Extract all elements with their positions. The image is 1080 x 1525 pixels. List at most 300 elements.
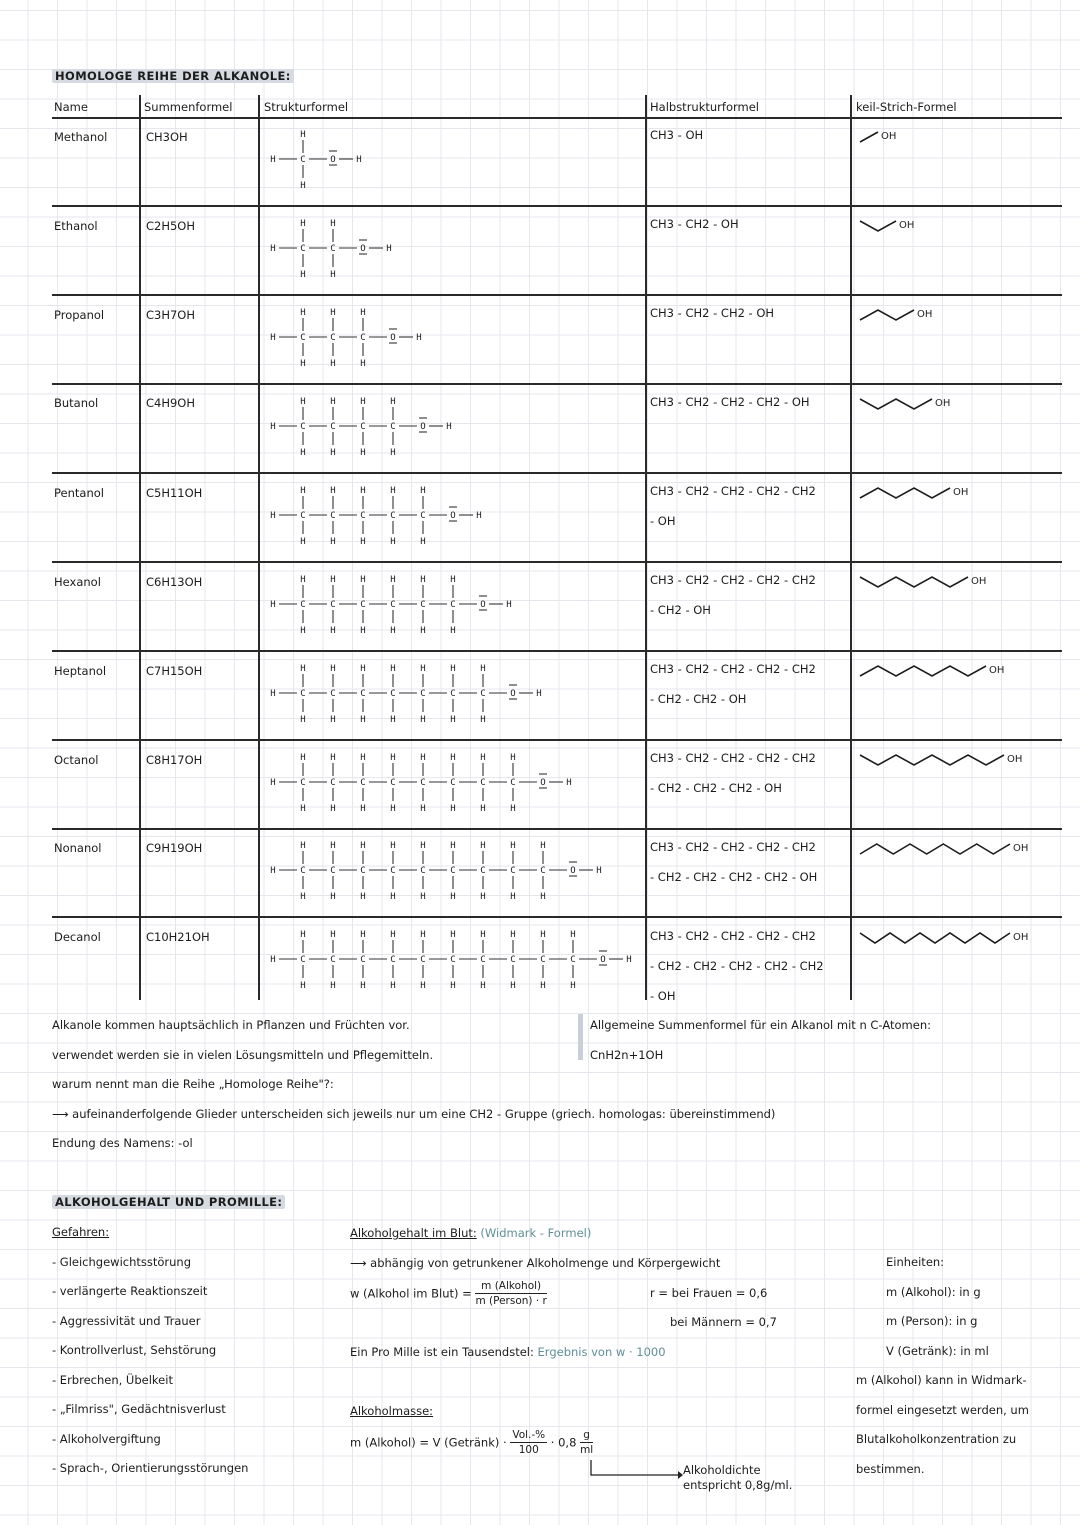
hydrogen-atom: H xyxy=(450,575,456,585)
hydrogen-atom: H xyxy=(300,981,306,991)
hydrogen-atom: H xyxy=(390,892,396,902)
oxygen-atom: O xyxy=(540,778,546,788)
hydrogen-atom: H xyxy=(480,841,486,851)
row-halbstruktur-cont: - CH2 - CH2 - CH2 - OH xyxy=(650,781,782,795)
row-summenformel: CH3OH xyxy=(146,130,188,144)
hydrogen-atom: H xyxy=(450,892,456,902)
header-summenformel: Summenformel xyxy=(144,100,233,114)
row-divider xyxy=(52,294,1062,296)
hydrogen-atom: H xyxy=(420,626,426,636)
row-halbstruktur: CH3 - CH2 - OH xyxy=(650,217,739,231)
row-halbstruktur: CH3 - CH2 - CH2 - CH2 - CH2 xyxy=(650,929,816,943)
hydrogen-atom: H xyxy=(450,715,456,725)
hydrogen-atom: H xyxy=(330,219,336,229)
hydrogen-atom: H xyxy=(360,448,366,458)
hydrogen-atom: H xyxy=(330,715,336,725)
strukturformel-heptanol xyxy=(265,659,645,739)
carbon-atom: C xyxy=(420,778,426,788)
hydrogen-atom: H xyxy=(450,626,456,636)
hydrogen-atom: H xyxy=(450,930,456,940)
einheit-item: V (Getränk): in ml xyxy=(886,1343,989,1358)
strukturformel-pentanol xyxy=(265,481,645,561)
dichte-arrow-icon xyxy=(588,1458,683,1480)
hydrogen-atom: H xyxy=(360,892,366,902)
header-strukturformel: Strukturformel xyxy=(264,100,349,114)
carbon-atom: C xyxy=(420,600,426,610)
carbon-atom: C xyxy=(480,778,486,788)
hydrogen-atom: H xyxy=(540,892,546,902)
hydrogen-atom: H xyxy=(510,804,516,814)
hydrogen-atom: H xyxy=(510,841,516,851)
carbon-atom: C xyxy=(510,866,516,876)
carbon-atom: C xyxy=(300,333,306,343)
hydrogen-atom: H xyxy=(420,486,426,496)
hydrogen-atom: H xyxy=(300,448,306,458)
hydrogen-atom: H xyxy=(330,804,336,814)
row-divider xyxy=(52,472,1062,474)
carbon-chain xyxy=(860,132,878,142)
oxygen-atom: O xyxy=(330,155,336,165)
carbon-atom: C xyxy=(510,778,516,788)
hydrogen-atom: H xyxy=(420,981,426,991)
hydrogen-atom: H xyxy=(420,841,426,851)
hydrogen-atom: H xyxy=(536,689,542,699)
carbon-atom: C xyxy=(420,955,426,965)
row-name: Butanol xyxy=(54,396,99,410)
hydrogen-atom: H xyxy=(270,866,276,876)
row-halbstruktur: CH3 - CH2 - CH2 - CH2 - CH2 xyxy=(650,840,816,854)
row-halbstruktur-cont: - OH xyxy=(650,514,676,528)
carbon-atom: C xyxy=(540,955,546,965)
hydrogen-atom: H xyxy=(270,689,276,699)
carbon-atom: C xyxy=(330,422,336,432)
row-divider xyxy=(52,205,1062,207)
hydrogen-atom: H xyxy=(330,892,336,902)
strukturformel-decanol xyxy=(265,925,645,1005)
r-maenner: bei Männern = 0,7 xyxy=(670,1315,777,1329)
oxygen-atom: O xyxy=(450,511,456,521)
arrow-right-icon: ⟶ xyxy=(52,1106,69,1121)
carbon-atom: C xyxy=(390,511,396,521)
row-divider xyxy=(52,828,1062,830)
carbon-atom: C xyxy=(300,600,306,610)
carbon-atom: C xyxy=(330,600,336,610)
hydrogen-atom: H xyxy=(270,422,276,432)
row-halbstruktur-cont: - CH2 - OH xyxy=(650,603,711,617)
hydrogen-atom: H xyxy=(300,308,306,318)
promille-line: Ein Pro Mille ist ein Tausendstel: Ergebnis von w · 1000 xyxy=(350,1345,666,1359)
carbon-atom: C xyxy=(420,866,426,876)
hydrogen-atom: H xyxy=(360,804,366,814)
row-halbstruktur: CH3 - CH2 - CH2 - CH2 - OH xyxy=(650,395,810,409)
carbon-atom: C xyxy=(300,244,306,254)
keil-heptanol xyxy=(856,661,1062,685)
carbon-chain xyxy=(860,577,968,587)
list-item: - Aggressivität und Trauer xyxy=(52,1313,201,1328)
hydrogen-atom: H xyxy=(480,892,486,902)
carbon-atom: C xyxy=(300,866,306,876)
masse-formula: m (Alkohol) = V (Getränk) · $\frac{\text{Vol.-\%}}{100}$ · 0,8 $\frac{g}{ml}$ xyxy=(350,1429,594,1456)
hydrogen-atom: H xyxy=(390,397,396,407)
carbon-chain xyxy=(860,399,932,409)
hydrogen-atom: H xyxy=(300,715,306,725)
oh-group: OH xyxy=(899,220,915,231)
hydrogen-atom: H xyxy=(506,600,512,610)
header-name: Name xyxy=(54,100,88,114)
hydrogen-atom: H xyxy=(330,448,336,458)
einheiten-block xyxy=(856,1248,1029,1484)
keil-methanol xyxy=(856,127,1062,151)
hydrogen-atom: H xyxy=(390,448,396,458)
carbon-atom: C xyxy=(420,511,426,521)
column-divider xyxy=(850,95,852,1000)
carbon-atom: C xyxy=(360,778,366,788)
hydrogen-atom: H xyxy=(476,511,482,521)
hydrogen-atom: H xyxy=(420,804,426,814)
row-name: Heptanol xyxy=(54,664,107,678)
hydrogen-atom: H xyxy=(300,804,306,814)
row-name: Octanol xyxy=(54,753,99,767)
hydrogen-atom: H xyxy=(420,753,426,763)
hydrogen-atom: H xyxy=(510,930,516,940)
oxygen-atom: O xyxy=(600,955,606,965)
keil-ethanol xyxy=(856,216,1062,240)
row-divider xyxy=(52,383,1062,385)
note-line: verwendet werden sie in vielen Lösungsmitteln und Pflegemitteln. xyxy=(52,1047,434,1062)
list-item: - Alkoholvergiftung xyxy=(52,1431,161,1446)
hydrogen-atom: H xyxy=(390,626,396,636)
table-header-rule xyxy=(52,117,1062,119)
section-heading-alkohol: ALKOHOLGEHALT UND PROMILLE: xyxy=(52,1195,285,1209)
row-summenformel: C4H9OH xyxy=(146,396,196,410)
row-halbstruktur-cont: - CH2 - CH2 - CH2 - CH2 - CH2 xyxy=(650,959,824,973)
row-halbstruktur: CH3 - CH2 - CH2 - OH xyxy=(650,306,775,320)
list-item: - verlängerte Reaktionszeit xyxy=(52,1284,208,1298)
hydrogen-atom: H xyxy=(450,981,456,991)
strukturformel-octanol xyxy=(265,748,645,828)
hydrogen-atom: H xyxy=(330,359,336,369)
oxygen-atom: O xyxy=(360,244,366,254)
keil-octanol xyxy=(856,750,1062,774)
row-halbstruktur: CH3 - OH xyxy=(650,128,704,142)
carbon-chain xyxy=(860,666,986,676)
hydrogen-atom: H xyxy=(450,841,456,851)
hydrogen-atom: H xyxy=(570,981,576,991)
carbon-atom: C xyxy=(450,600,456,610)
hydrogen-atom: H xyxy=(300,841,306,851)
row-halbstruktur: CH3 - CH2 - CH2 - CH2 - CH2 xyxy=(650,573,816,587)
highlight-bar xyxy=(578,1014,583,1060)
row-name: Decanol xyxy=(54,930,101,944)
hydrogen-atom: H xyxy=(450,753,456,763)
hydrogen-atom: H xyxy=(360,930,366,940)
hydrogen-atom: H xyxy=(510,753,516,763)
hydrogen-atom: H xyxy=(446,422,452,432)
keil-butanol xyxy=(856,394,1062,418)
hydrogen-atom: H xyxy=(390,664,396,674)
carbon-atom: C xyxy=(360,866,366,876)
hydrogen-atom: H xyxy=(360,397,366,407)
row-name: Pentanol xyxy=(54,486,104,500)
hydrogen-atom: H xyxy=(300,359,306,369)
oh-group: OH xyxy=(917,309,933,320)
column-divider xyxy=(139,95,141,1000)
hydrogen-atom: H xyxy=(360,753,366,763)
hydrogen-atom: H xyxy=(420,575,426,585)
note-line-arrow: ⟶ aufeinanderfolgende Glieder unterscheiden sich jeweils nur um eine CH2 - Gruppe (griech. homologas: übereinstimmend) xyxy=(52,1106,776,1121)
hydrogen-atom: H xyxy=(300,486,306,496)
carbon-atom: C xyxy=(450,955,456,965)
hydrogen-atom: H xyxy=(540,981,546,991)
general-formula-box xyxy=(590,1011,931,1070)
row-summenformel: C6H13OH xyxy=(146,575,203,589)
masse-title: Alkoholmasse: xyxy=(350,1404,434,1418)
gefahren-title: Gefahren: xyxy=(52,1225,110,1239)
carbon-atom: C xyxy=(390,778,396,788)
hydrogen-atom: H xyxy=(390,715,396,725)
hydrogen-atom: H xyxy=(360,308,366,318)
row-divider xyxy=(52,739,1062,741)
hydrogen-atom: H xyxy=(300,219,306,229)
carbon-chain xyxy=(860,310,914,320)
hydrogen-atom: H xyxy=(270,955,276,965)
hydrogen-atom: H xyxy=(626,955,632,965)
hydrogen-atom: H xyxy=(450,804,456,814)
blut-subtitle: (Widmark - Formel) xyxy=(480,1226,592,1240)
carbon-atom: C xyxy=(390,866,396,876)
carbon-atom: C xyxy=(420,689,426,699)
carbon-atom: C xyxy=(330,778,336,788)
hydrogen-atom: H xyxy=(360,537,366,547)
carbon-atom: C xyxy=(390,422,396,432)
keil-nonanol xyxy=(856,839,1062,863)
hydrogen-atom: H xyxy=(390,575,396,585)
hydrogen-atom: H xyxy=(566,778,572,788)
carbon-atom: C xyxy=(480,689,486,699)
hydrogen-atom: H xyxy=(390,537,396,547)
row-divider xyxy=(52,561,1062,563)
hydrogen-atom: H xyxy=(300,181,306,191)
oxygen-atom: O xyxy=(570,866,576,876)
carbon-atom: C xyxy=(510,955,516,965)
row-halbstruktur-cont: - CH2 - CH2 - CH2 - CH2 - OH xyxy=(650,870,818,884)
hydrogen-atom: H xyxy=(450,664,456,674)
hydrogen-atom: H xyxy=(300,270,306,280)
dichte-note: Alkoholdichte entspricht 0,8g/ml. xyxy=(683,1463,793,1492)
row-halbstruktur: CH3 - CH2 - CH2 - CH2 - CH2 xyxy=(650,751,816,765)
carbon-atom: C xyxy=(360,600,366,610)
carbon-atom: C xyxy=(300,155,306,165)
hydrogen-atom: H xyxy=(480,981,486,991)
hydrogen-atom: H xyxy=(300,626,306,636)
carbon-atom: C xyxy=(360,333,366,343)
keil-hexanol xyxy=(856,572,1062,596)
keil-propanol xyxy=(856,305,1062,329)
carbon-atom: C xyxy=(480,866,486,876)
carbon-atom: C xyxy=(450,866,456,876)
strukturformel-methanol xyxy=(265,125,645,205)
hydrogen-atom: H xyxy=(420,715,426,725)
hydrogen-atom: H xyxy=(480,753,486,763)
note-line: Alkanole kommen hauptsächlich in Pflanzen und Früchten vor. xyxy=(52,1018,410,1032)
widmark-fraction: $\frac{\text{m (Alkohol)}}{\text{m (Person) · r}}$ xyxy=(475,1280,547,1307)
hydrogen-atom: H xyxy=(300,930,306,940)
einheit-item: m (Alkohol): in g xyxy=(886,1284,981,1299)
hydrogen-atom: H xyxy=(300,575,306,585)
carbon-atom: C xyxy=(450,778,456,788)
row-summenformel: C2H5OH xyxy=(146,219,196,233)
hydrogen-atom: H xyxy=(480,804,486,814)
hydrogen-atom: H xyxy=(330,664,336,674)
hydrogen-atom: H xyxy=(480,715,486,725)
hydrogen-atom: H xyxy=(300,892,306,902)
row-halbstruktur-cont: - CH2 - CH2 - OH xyxy=(650,692,747,706)
einheit-note: formel eingesetzt werden, um xyxy=(856,1402,1029,1417)
hydrogen-atom: H xyxy=(330,841,336,851)
carbon-chain xyxy=(860,844,1010,854)
hydrogen-atom: H xyxy=(420,537,426,547)
row-name: Methanol xyxy=(54,130,108,144)
oh-group: OH xyxy=(989,665,1005,676)
carbon-atom: C xyxy=(330,511,336,521)
hydrogen-atom: H xyxy=(390,804,396,814)
blut-title: Alkoholgehalt im Blut: xyxy=(350,1226,477,1240)
row-summenformel: C5H11OH xyxy=(146,486,203,500)
carbon-chain xyxy=(860,221,896,231)
einheit-item: m (Person): in g xyxy=(886,1314,978,1328)
carbon-chain xyxy=(860,755,1004,765)
header-halbstrukturformel: Halbstrukturformel xyxy=(650,100,759,114)
hydrogen-atom: H xyxy=(360,575,366,585)
hydrogen-atom: H xyxy=(420,892,426,902)
row-summenformel: C8H17OH xyxy=(146,753,203,767)
hydrogen-atom: H xyxy=(330,308,336,318)
hydrogen-atom: H xyxy=(360,664,366,674)
carbon-atom: C xyxy=(390,955,396,965)
row-summenformel: C10H21OH xyxy=(146,930,210,944)
hydrogen-atom: H xyxy=(330,753,336,763)
carbon-atom: C xyxy=(360,511,366,521)
hydrogen-atom: H xyxy=(416,333,422,343)
carbon-atom: C xyxy=(390,600,396,610)
row-name: Propanol xyxy=(54,308,105,322)
einheit-note: Blutalkoholkonzentration zu xyxy=(856,1432,1017,1446)
carbon-atom: C xyxy=(330,866,336,876)
carbon-atom: C xyxy=(300,778,306,788)
carbon-atom: C xyxy=(330,955,336,965)
hydrogen-atom: H xyxy=(360,626,366,636)
hydrogen-atom: H xyxy=(360,841,366,851)
list-item: - Kontrollverlust, Sehstörung xyxy=(52,1343,217,1357)
oh-group: OH xyxy=(1013,843,1029,854)
column-divider xyxy=(258,95,260,1000)
carbon-atom: C xyxy=(330,244,336,254)
strukturformel-butanol xyxy=(265,392,645,472)
carbon-atom: C xyxy=(300,689,306,699)
row-name: Ethanol xyxy=(54,219,98,233)
carbon-atom: C xyxy=(570,955,576,965)
hydrogen-atom: H xyxy=(300,397,306,407)
carbon-atom: C xyxy=(450,689,456,699)
oxygen-atom: O xyxy=(420,422,426,432)
einheit-note: m (Alkohol) kann in Widmark- xyxy=(856,1373,1027,1387)
gefahren-list xyxy=(52,1218,248,1484)
hydrogen-atom: H xyxy=(360,486,366,496)
oh-group: OH xyxy=(1013,932,1029,943)
hydrogen-atom: H xyxy=(390,841,396,851)
unit-fraction: $\frac{g}{ml}$ xyxy=(580,1429,594,1456)
oh-group: OH xyxy=(1007,754,1023,765)
carbon-atom: C xyxy=(300,511,306,521)
strukturformel-nonanol xyxy=(265,836,645,916)
blut-title-line xyxy=(350,1226,591,1240)
hydrogen-atom: H xyxy=(540,930,546,940)
hydrogen-atom: H xyxy=(390,486,396,496)
list-item: - Erbrechen, Übelkeit xyxy=(52,1372,173,1387)
einheit-note: bestimmen. xyxy=(856,1461,925,1476)
vol-fraction: $\frac{\text{Vol.-\%}}{100}$ xyxy=(512,1429,546,1456)
carbon-atom: C xyxy=(480,955,486,965)
column-divider xyxy=(645,95,647,1000)
carbon-atom: C xyxy=(360,689,366,699)
hydrogen-atom: H xyxy=(420,664,426,674)
hydrogen-atom: H xyxy=(270,778,276,788)
hydrogen-atom: H xyxy=(330,270,336,280)
oh-group: OH xyxy=(935,398,951,409)
row-name: Nonanol xyxy=(54,841,102,855)
hydrogen-atom: H xyxy=(570,930,576,940)
hydrogen-atom: H xyxy=(510,981,516,991)
header-keil-strich-formel: keil-Strich-Formel xyxy=(856,100,957,114)
row-summenformel: C3H7OH xyxy=(146,308,196,322)
list-item: - Sprach-, Orientierungsstörungen xyxy=(52,1461,249,1475)
hydrogen-atom: H xyxy=(300,537,306,547)
hydrogen-atom: H xyxy=(300,664,306,674)
hydrogen-atom: H xyxy=(480,930,486,940)
strukturformel-hexanol xyxy=(265,570,645,650)
oxygen-atom: O xyxy=(390,333,396,343)
hydrogen-atom: H xyxy=(360,715,366,725)
einheiten-title: Einheiten: xyxy=(886,1255,945,1269)
hydrogen-atom: H xyxy=(360,359,366,369)
hydrogen-atom: H xyxy=(390,753,396,763)
hydrogen-atom: H xyxy=(330,930,336,940)
note-line: warum nennt man die Reihe „Homologe Reihe"?: xyxy=(52,1077,334,1091)
hydrogen-atom: H xyxy=(330,537,336,547)
keil-decanol xyxy=(856,928,1062,952)
oh-group: OH xyxy=(881,131,897,142)
row-halbstruktur: CH3 - CH2 - CH2 - CH2 - CH2 xyxy=(650,484,816,498)
hydrogen-atom: H xyxy=(330,626,336,636)
hydrogen-atom: H xyxy=(510,892,516,902)
hydrogen-atom: H xyxy=(330,575,336,585)
hydrogen-atom: H xyxy=(330,486,336,496)
list-item: - Gleichgewichtsstörung xyxy=(52,1254,192,1269)
row-name: Hexanol xyxy=(54,575,101,589)
hydrogen-atom: H xyxy=(270,155,276,165)
hydrogen-atom: H xyxy=(356,155,362,165)
hydrogen-atom: H xyxy=(360,981,366,991)
hydrogen-atom: H xyxy=(330,981,336,991)
hydrogen-atom: H xyxy=(330,397,336,407)
hydrogen-atom: H xyxy=(390,930,396,940)
hydrogen-atom: H xyxy=(480,664,486,674)
note-line: Endung des Namens: -ol xyxy=(52,1136,193,1150)
oxygen-atom: O xyxy=(480,600,486,610)
oh-group: OH xyxy=(953,487,969,498)
hydrogen-atom: H xyxy=(386,244,392,254)
carbon-chain xyxy=(860,488,950,498)
